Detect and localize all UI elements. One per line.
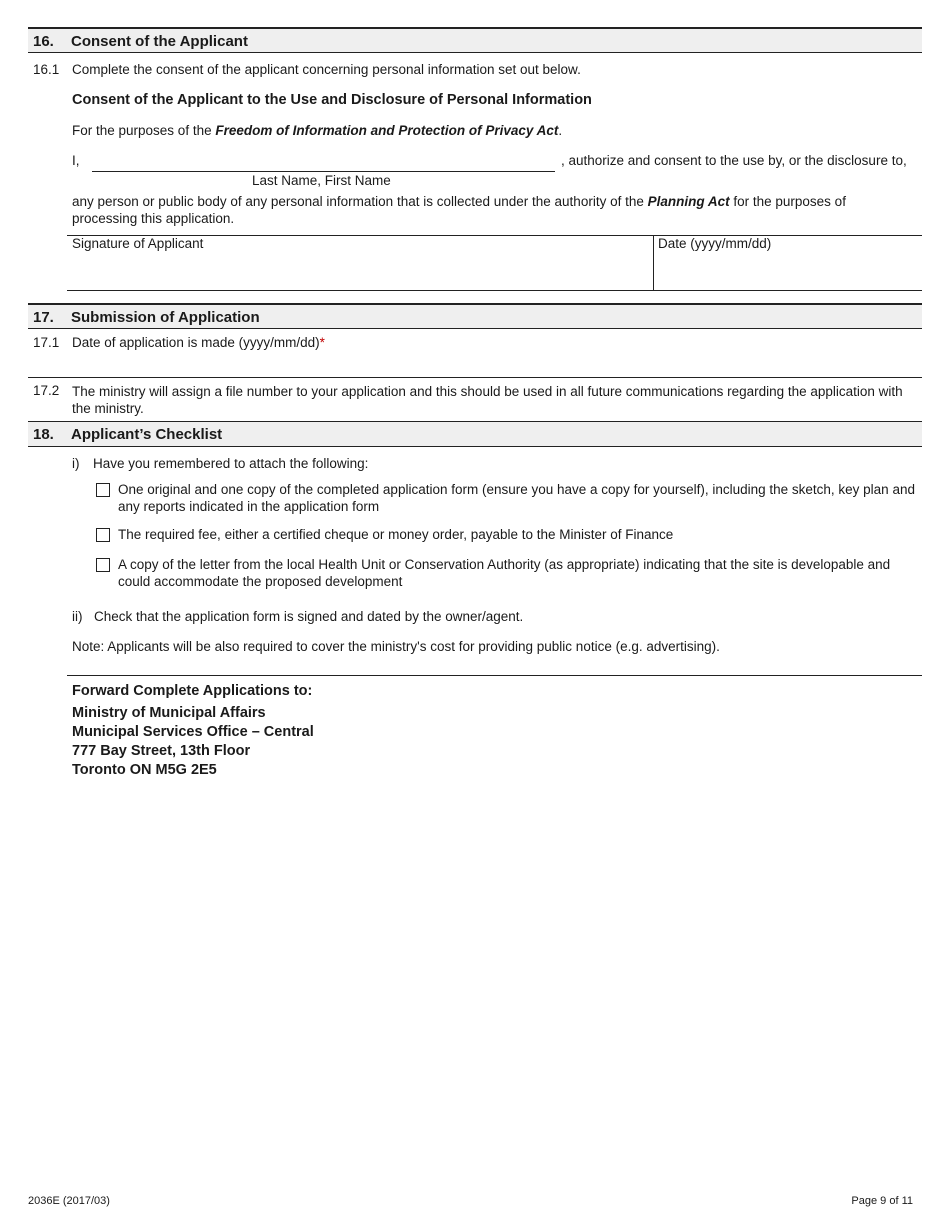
- form-code: 2036E (2017/03): [28, 1195, 110, 1207]
- name-caption: Last Name, First Name: [252, 173, 391, 188]
- part-ii-text: Check that the application form is signed and dated by the owner/agent.: [94, 609, 524, 624]
- section-16-header: [28, 27, 922, 53]
- required-asterisk: *: [319, 335, 325, 350]
- section-title: Applicant’s Checklist: [71, 426, 223, 443]
- checklist-item-application-form: One original and one copy of the completed application form (ensure you have a copy for yourself), including the sketch, key plan and any reports indicated in the application form: [118, 482, 915, 514]
- part-i-label: i): [72, 456, 80, 471]
- part-ii-label: ii): [72, 609, 83, 624]
- section-17-header: [28, 303, 922, 329]
- section-number: 16.: [33, 33, 54, 50]
- checklist-checkbox-application-form[interactable]: [96, 483, 110, 497]
- section-title: Consent of the Applicant: [71, 33, 248, 50]
- checklist-checkbox-fee[interactable]: [96, 528, 110, 542]
- checklist-item-health-unit-letter: A copy of the letter from the local Health Unit or Conservation Authority (as appropriate) indicating that the site is developable and could accommodate the proposed development: [118, 557, 891, 589]
- application-date-input[interactable]: [72, 354, 917, 374]
- address-line: Toronto ON M5G 2E5: [72, 762, 217, 778]
- disclosure-statement: [72, 193, 892, 227]
- address-line: Ministry of Municipal Affairs: [72, 705, 266, 721]
- forward-address: [72, 704, 314, 780]
- item-number-17-1: 17.1: [33, 335, 60, 350]
- file-number-note: The ministry will assign a file number to your application and this should be used in all future communications regarding the application with the ministry.: [72, 384, 903, 416]
- signature-field[interactable]: [72, 256, 647, 286]
- i-label: I,: [72, 153, 80, 168]
- signature-table-bottom-border: [67, 290, 922, 291]
- checklist-item-fee: The required fee, either a certified cheque or money order, payable to the Minister of Finance: [118, 527, 674, 542]
- page-number: Page 9 of 11: [851, 1195, 913, 1207]
- item-number-17-2: 17.2: [33, 383, 60, 398]
- section-number: 18.: [33, 426, 54, 443]
- applicant-name-input[interactable]: [92, 152, 555, 172]
- checklist-checkbox-health-unit-letter[interactable]: [96, 558, 110, 572]
- signature-label: Signature of Applicant: [72, 236, 204, 251]
- item-number-16-1: 16.1: [33, 62, 60, 77]
- divider: [67, 675, 922, 676]
- date-label: Date (yyyy/mm/dd): [658, 236, 772, 251]
- purposes-statement: [72, 123, 562, 138]
- application-date-label: [72, 335, 325, 350]
- forward-heading: Forward Complete Applications to:: [72, 683, 313, 699]
- section-number: 17.: [33, 309, 54, 326]
- section-title: Submission of Application: [71, 309, 260, 326]
- foippa-act-name: Freedom of Information and Protection of Privacy Act: [215, 123, 559, 138]
- divider: [28, 377, 922, 378]
- section-18-header: [28, 421, 922, 447]
- signature-date-field[interactable]: [658, 256, 916, 286]
- address-line: Municipal Services Office – Central: [72, 724, 314, 740]
- disclosure-suffix: for the purposes of processing this application.: [72, 194, 846, 226]
- consent-subheading: Consent of the Applicant to the Use and Disclosure of Personal Information: [72, 92, 592, 108]
- purposes-prefix: For the purposes of the: [72, 123, 216, 138]
- part-i-text: Have you remembered to attach the following:: [93, 456, 369, 471]
- purposes-suffix: .: [558, 123, 563, 138]
- authorize-text: , authorize and consent to the use by, or the disclosure to,: [561, 153, 907, 168]
- signature-table-divider: [653, 235, 654, 290]
- planning-act-name: Planning Act: [647, 194, 730, 209]
- application-date-text: Date of application is made (yyyy/mm/dd): [72, 335, 320, 350]
- public-notice-note: Note: Applicants will be also required to cover the ministry's cost for providing public notice (e.g. advertising).: [72, 639, 720, 654]
- address-line: 777 Bay Street, 13th Floor: [72, 743, 251, 759]
- item-text-16-1: Complete the consent of the applicant concerning personal information set out below.: [72, 62, 581, 77]
- disclosure-prefix: any person or public body of any personal information that is collected under the authority of the: [72, 194, 648, 209]
